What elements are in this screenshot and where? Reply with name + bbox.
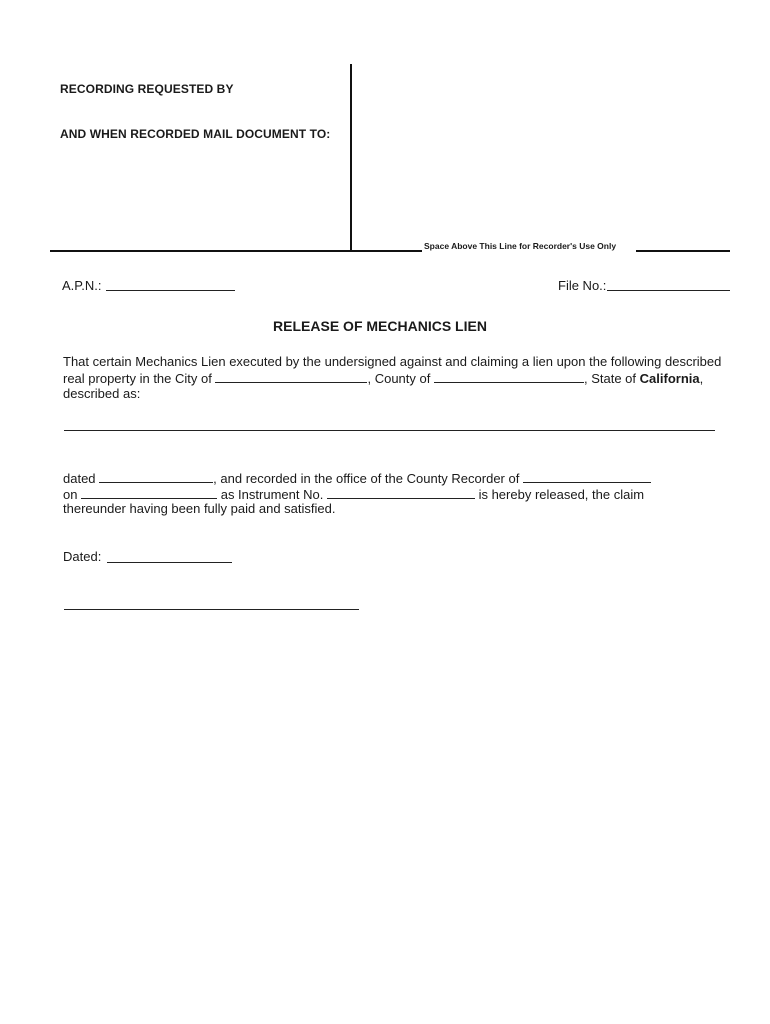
dated-label: dated xyxy=(63,471,96,486)
lien-date-field[interactable] xyxy=(99,470,213,483)
paragraph1-line1: That certain Mechanics Lien executed by the undersigned against and claiming a lien upon the following described xyxy=(63,354,722,369)
file-no-field[interactable] xyxy=(607,290,730,291)
state-label: , State of xyxy=(583,371,637,386)
recorder-space-line-right xyxy=(636,250,730,252)
document-title-text: RELEASE OF MECHANICS LIEN xyxy=(273,318,487,334)
mail-document-to: AND WHEN RECORDED MAIL DOCUMENT TO: xyxy=(60,127,331,141)
document-title xyxy=(0,318,770,334)
recorder-space-line-left xyxy=(50,250,422,252)
on-label: on xyxy=(63,487,78,502)
line2-end: , xyxy=(699,371,704,386)
recorded-text: , and recorded in the office of the County Recorder of xyxy=(213,471,520,486)
apn-field[interactable] xyxy=(106,290,235,291)
recorder-use-note: Space Above This Line for Recorder's Use Only xyxy=(424,241,617,251)
signature-line[interactable] xyxy=(64,609,359,610)
paragraph2-line3: thereunder having been fully paid and satisfied. xyxy=(63,501,336,516)
city-label: real property in the City of xyxy=(63,371,212,386)
instrument-no-field[interactable] xyxy=(327,486,475,499)
paragraph2-line1 xyxy=(63,470,651,487)
recorded-on-field[interactable] xyxy=(81,486,217,499)
instrument-label: as Instrument No. xyxy=(220,487,324,502)
signature-date-field[interactable] xyxy=(107,562,232,563)
released-text: is hereby released, the claim xyxy=(478,487,645,502)
city-field[interactable] xyxy=(215,370,367,383)
county-field[interactable] xyxy=(434,370,584,383)
paragraph1-line2 xyxy=(63,370,703,387)
signature-dated-label: Dated: xyxy=(63,549,102,564)
county-label: , County of xyxy=(367,371,431,386)
county-recorder-field[interactable] xyxy=(523,470,651,483)
apn-label: A.P.N.: xyxy=(62,278,102,293)
file-no-label: File No.: xyxy=(558,278,607,293)
state-value: California xyxy=(639,371,700,386)
property-description-field[interactable] xyxy=(64,430,715,431)
recorder-box-divider xyxy=(350,64,352,252)
paragraph1-line3: described as: xyxy=(63,386,141,401)
recording-requested-by: RECORDING REQUESTED BY xyxy=(60,82,234,96)
